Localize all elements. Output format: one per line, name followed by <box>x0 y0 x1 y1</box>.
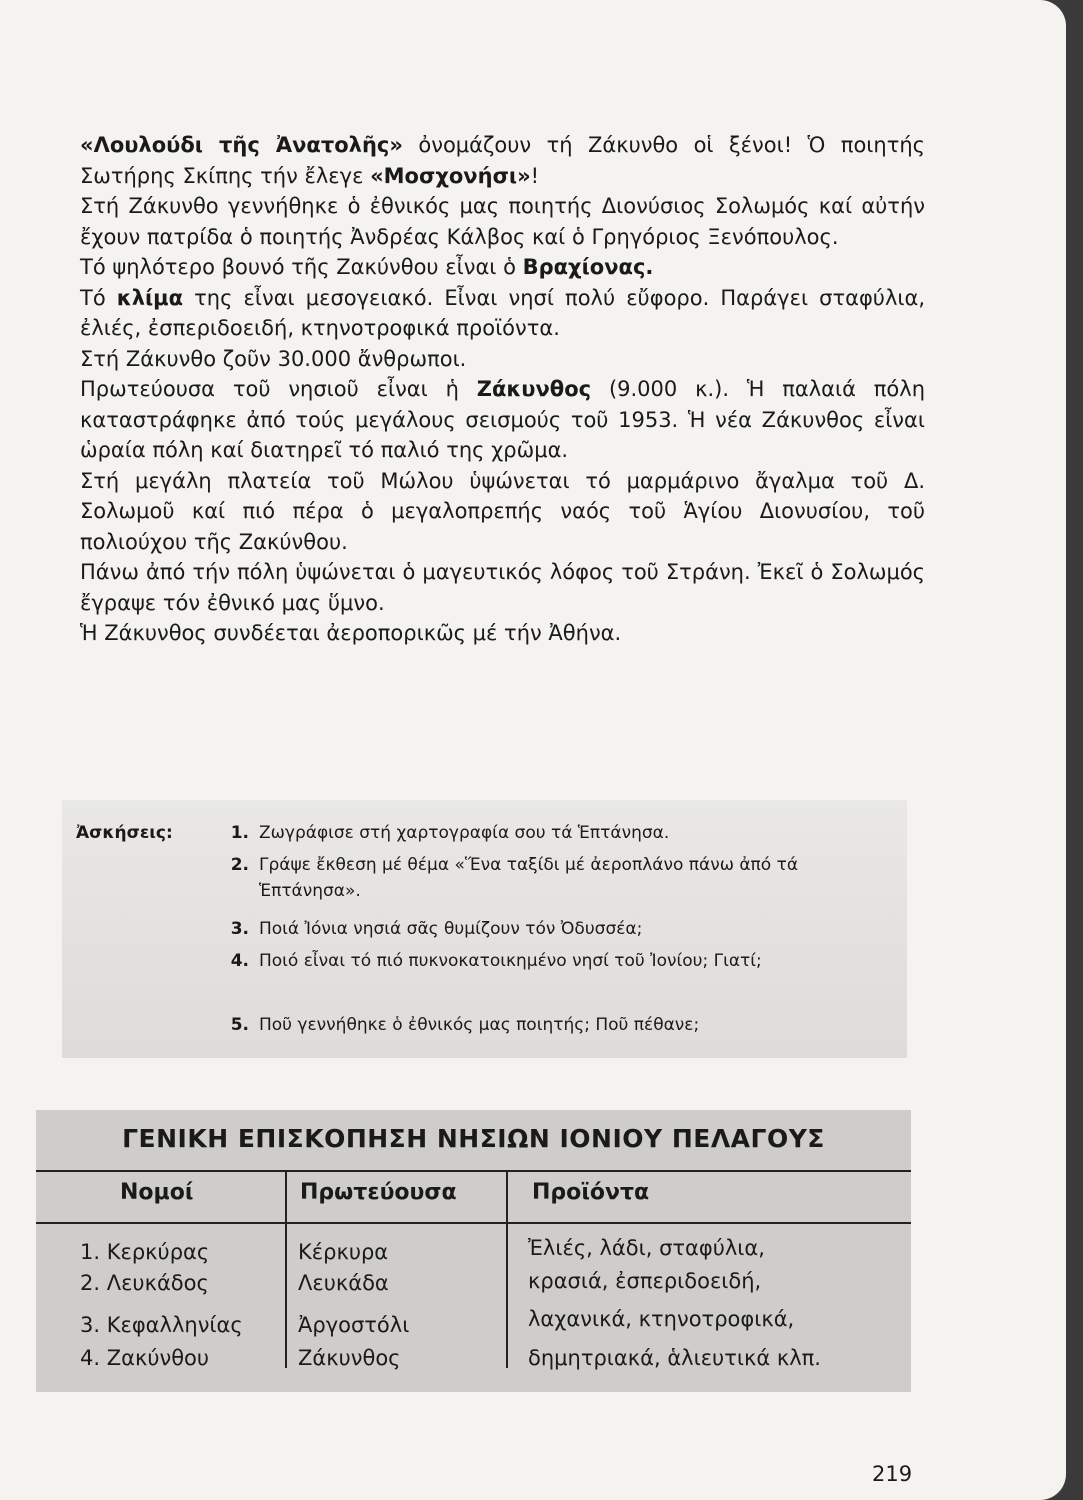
exercise-number: 5. <box>230 1015 249 1035</box>
paragraph <box>80 374 925 466</box>
exercise-text: Γράψε ἔκθεση μέ θέμα «Ἕνα ταξίδι μέ ἀεροπλάνο πάνω ἀπό τά Ἑπτάνησα». <box>259 855 799 901</box>
exercise-text: Ποιό εἶναι τό πιό πυκνοκατοικημένο νησί τοῦ Ἰονίου; Γιατί; <box>259 951 762 971</box>
exercise-text: Ποιά Ἰόνια νησιά σᾶς θυμίζουν τόν Ὀδυσσέα; <box>259 919 643 939</box>
capital-cell: Κέρκυρα <box>298 1240 389 1264</box>
text-run: της εἶναι μεσογειακό. Εἶναι νησί πολύ εὔφορο. Παράγει σταφύλια, ἐλιές, ἐσπεριδοειδή, κτηνοτροφικά προϊόντα. <box>80 285 925 340</box>
exercise-number: 3. <box>230 919 249 939</box>
exercise-item <box>217 820 892 846</box>
paragraph: Στή Ζάκυνθο ζοῦν 30.000 ἄνθρωποι. <box>80 346 467 371</box>
exercise-number: 4. <box>230 951 249 971</box>
exercise-item <box>217 948 892 974</box>
column-header-capital: Πρωτεύουσα <box>300 1180 457 1205</box>
bold-phrase: «Λουλούδι τῆς Ἀνατολῆς» <box>80 133 403 157</box>
text-run: ! <box>530 163 540 188</box>
text-run: Τό ψηλότερο βουνό τῆς Ζακύνθου εἶναι ὁ <box>80 255 523 279</box>
table-divider <box>506 1172 508 1368</box>
paragraph: Ἡ Ζάκυνθος συνδέεται ἀεροπορικῶς μέ τήν Ἀθήνα. <box>80 621 622 645</box>
main-text <box>80 130 925 649</box>
bold-phrase: κλίμα <box>116 285 184 310</box>
capital-cell: Ἀργοστόλι <box>298 1313 410 1337</box>
prefecture-cell: 4. Ζακύνθου <box>80 1346 210 1370</box>
paragraph: Στή Ζάκυνθο γεννήθηκε ὁ ἐθνικός μας ποιητής Διονύσιος Σολωμός καί αὐτήν ἔχουν πατρίδα ὁ ποιητής Ἀνδρέας Κάλβος καί ὁ Γρηγόριος Ξενόπουλος. <box>80 194 925 249</box>
bold-phrase: Βραχίονας. <box>522 255 654 279</box>
table-rule-top <box>36 1170 911 1172</box>
bold-phrase: «Μοσχονήσι» <box>370 163 531 188</box>
exercises-label: Ἀσκήσεις: <box>76 823 173 843</box>
table-rule-header <box>36 1222 911 1224</box>
exercise-text: Ζωγράφισε στή χαρτογραφία σου τά Ἑπτάνησα. <box>259 823 670 843</box>
bold-phrase: Ζάκυνθος <box>476 377 592 401</box>
text-run: (9.000 κ.). Ἡ παλαιά πόλη καταστράφηκε ἀπό τούς μεγάλους σεισμούς τοῦ 1953. Ἡ νέα Ζάκυνθος εἶναι ὡραία πόλη καί διατηρεῖ τό παλιό της χρῶμα. <box>80 377 925 462</box>
page-number: 219 <box>872 1462 913 1486</box>
exercise-number: 1. <box>230 823 249 843</box>
exercise-number: 2. <box>230 855 249 875</box>
products-cell: κρασιά, ἐσπεριδοειδή, <box>528 1269 762 1293</box>
text-run: Τό <box>80 285 117 310</box>
prefecture-cell: 2. Λευκάδος <box>80 1271 209 1295</box>
prefecture-cell: 3. Κεφαλληνίας <box>80 1313 243 1337</box>
paragraph <box>80 252 925 283</box>
paragraph: Πάνω ἀπό τήν πόλη ὑψώνεται ὁ μαγευτικός λόφος τοῦ Στράνη. Ἐκεῖ ὁ Σολωμός ἔγραψε τόν ἐθνικό μας ὕμνο. <box>80 560 925 615</box>
overview-title: ΓΕΝΙΚΗ ΕΠΙΣΚΟΠΗΣΗ ΝΗΣΙΩΝ ΙΟΝΙΟΥ ΠΕΛΑΓΟΥΣ <box>122 1124 825 1153</box>
exercise-item <box>217 916 892 942</box>
paragraph <box>80 130 925 191</box>
exercise-item <box>217 1012 892 1038</box>
column-header-prefectures: Νομοί <box>120 1180 194 1205</box>
column-header-products: Προϊόντα <box>532 1180 650 1205</box>
products-cell: λαχανικά, κτηνοτροφικά, <box>528 1307 795 1331</box>
exercise-text: Ποῦ γεννήθηκε ὁ ἐθνικός μας ποιητής; Ποῦ πέθανε; <box>259 1015 700 1035</box>
capital-cell: Ζάκυνθος <box>298 1346 401 1370</box>
exercise-item <box>217 852 892 904</box>
table-divider <box>285 1172 287 1368</box>
products-cell: δημητριακά, ἁλιευτικά κλπ. <box>528 1346 821 1370</box>
text-run: Πρωτεύουσα τοῦ νησιοῦ εἶναι ἡ <box>80 377 477 401</box>
prefecture-cell: 1. Κερκύρας <box>80 1240 210 1264</box>
exercises-box <box>62 800 907 1058</box>
products-cell: Ἐλιές, λάδι, σταφύλια, <box>528 1236 765 1260</box>
capital-cell: Λευκάδα <box>298 1271 389 1295</box>
paragraph <box>80 283 925 344</box>
paragraph: Στή μεγάλη πλατεία τοῦ Μώλου ὑψώνεται τό μαρμάρινο ἄγαλμα τοῦ Δ. Σολωμοῦ καί πιό πέρα ὁ μεγαλοπρεπής ναός τοῦ Ἁγίου Διονυσίου, τοῦ πολιούχου τῆς Ζακύνθου. <box>80 468 925 554</box>
text-run: ὀνομάζουν τή Ζάκυνθο οἱ ξένοι! Ὁ ποιητής Σωτήρης Σκίπης τήν ἔλεγε <box>80 133 925 188</box>
